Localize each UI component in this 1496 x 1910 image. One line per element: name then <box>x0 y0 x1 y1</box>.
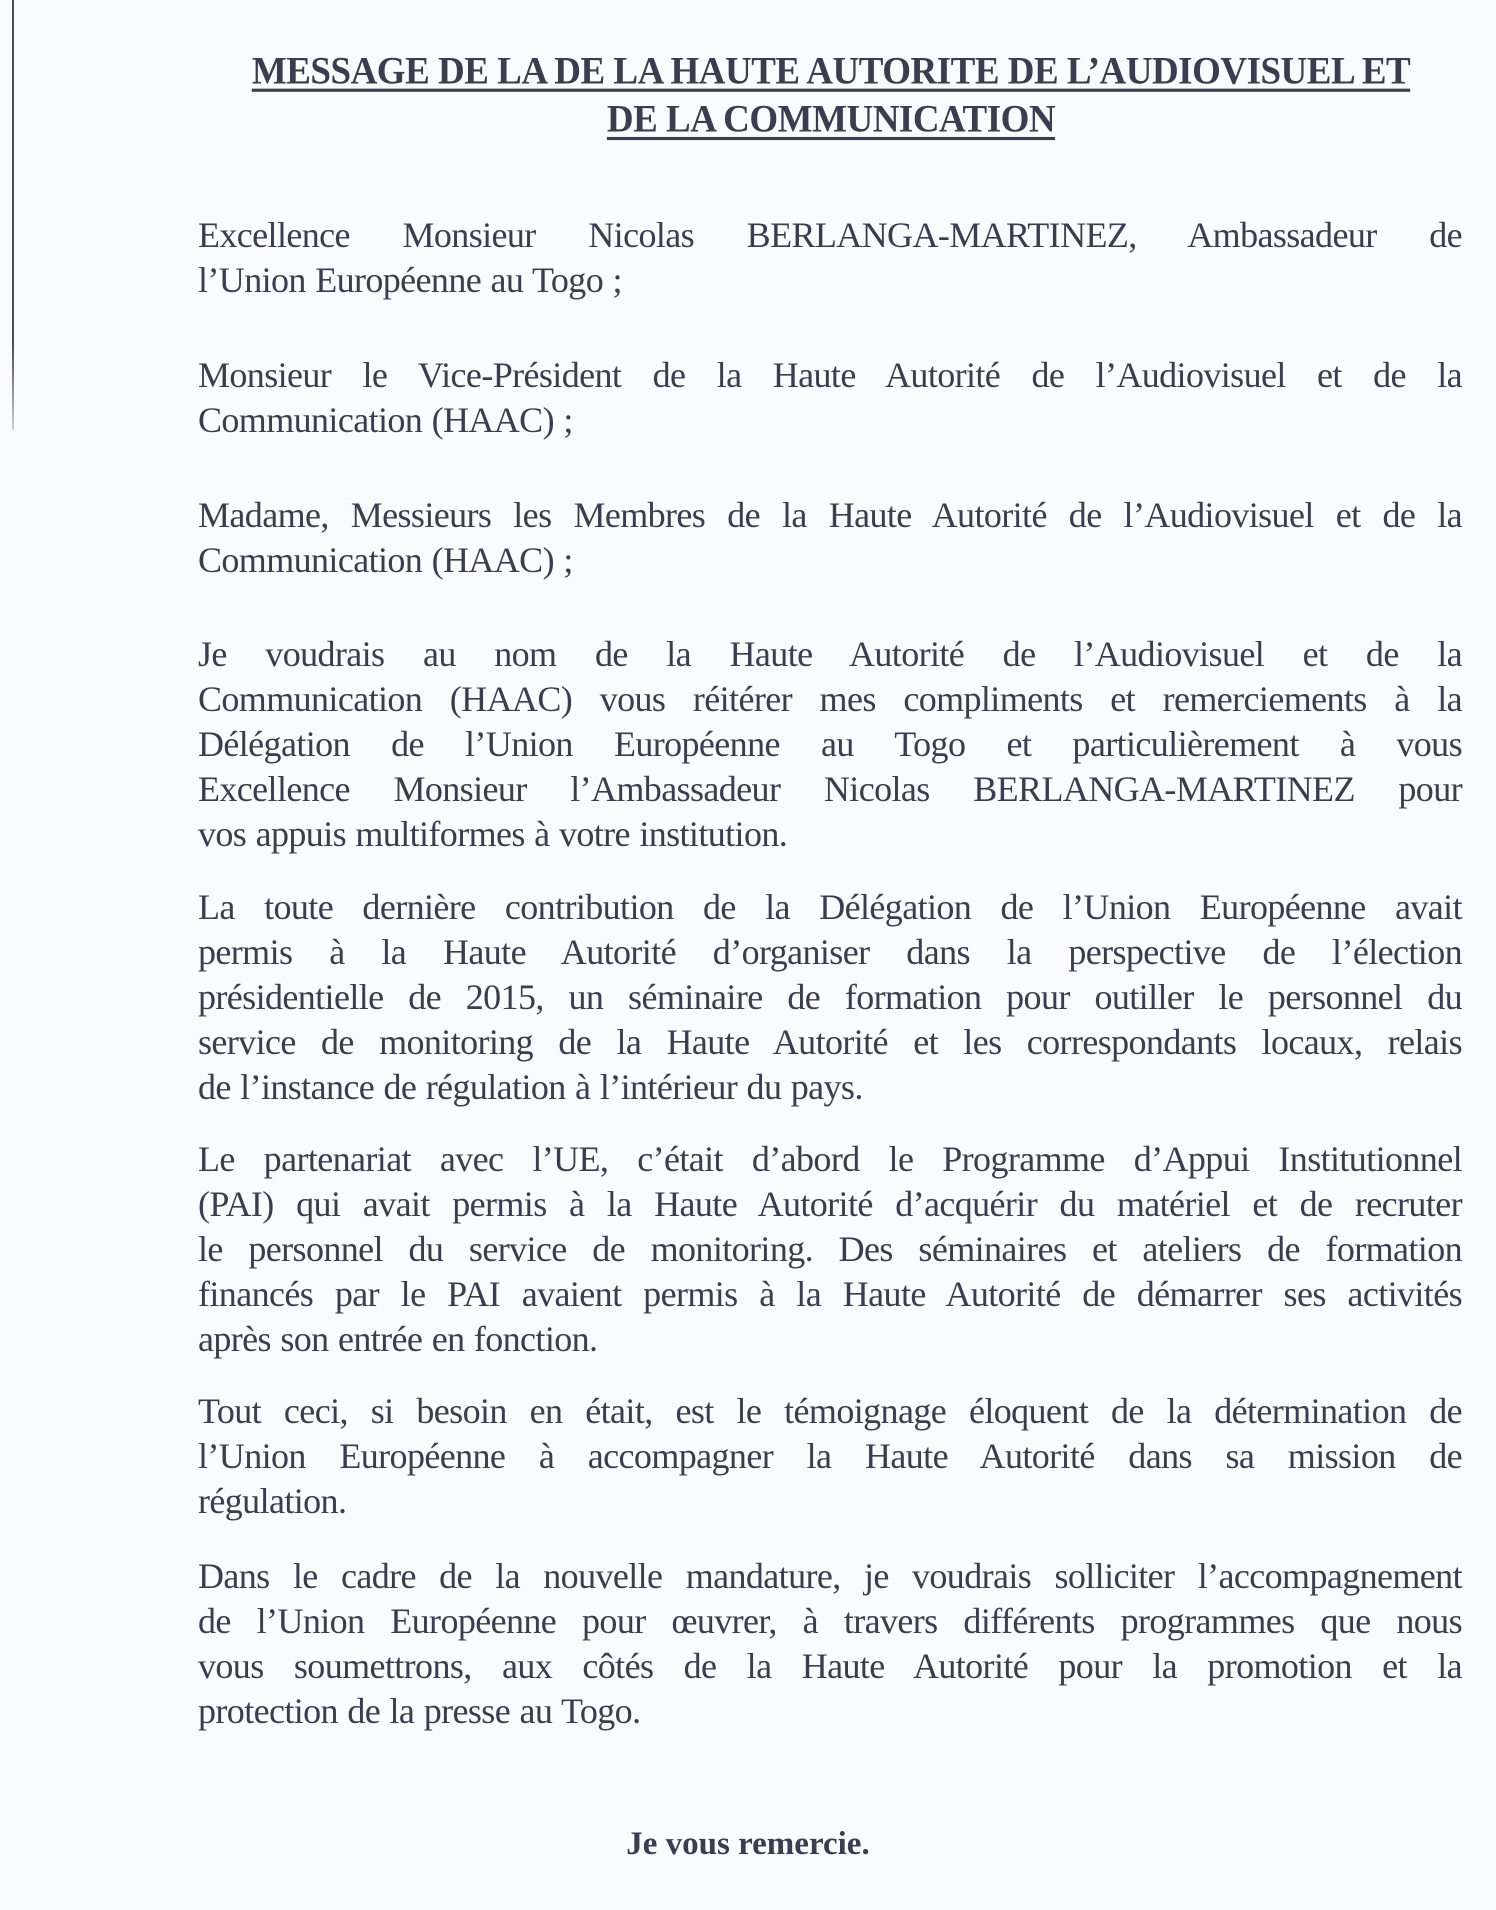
paragraph-2 <box>198 353 1462 443</box>
paragraph-line: régulation. <box>198 1481 347 1521</box>
paragraph-4 <box>198 632 1462 857</box>
paragraph-7 <box>198 1389 1462 1524</box>
paragraph-line: La toute dernière contribution de la Délégation de l’Union Européenne avait <box>198 887 1462 927</box>
paragraph-line: service de monitoring de la Haute Autorité et les correspondants locaux, relais <box>198 1022 1462 1062</box>
title-line-2: DE LA COMMUNICATION <box>606 98 1056 142</box>
paragraph-line: Excellence Monsieur Nicolas BERLANGA-MARTINEZ, Ambassadeur de <box>198 215 1462 255</box>
paragraph-line: Madame, Messieurs les Membres de la Haute Autorité de l’Audiovisuel et de la <box>198 495 1462 535</box>
document-title <box>198 48 1464 145</box>
paragraph-line: Je voudrais au nom de la Haute Autorité de l’Audiovisuel et de la <box>198 634 1462 674</box>
title-line-1: MESSAGE DE LA DE LA HAUTE AUTORITE DE L’AUDIOVISUEL ET <box>251 49 1411 93</box>
paragraph-line: Excellence Monsieur l’Ambassadeur Nicolas BERLANGA-MARTINEZ pour <box>198 769 1462 809</box>
paragraph-line: permis à la Haute Autorité d’organiser dans la perspective de l’élection <box>198 932 1462 972</box>
paragraph-1 <box>198 213 1462 303</box>
paragraph-line: présidentielle de 2015, un séminaire de formation pour outiller le personnel du <box>198 977 1462 1017</box>
paragraph-line: Tout ceci, si besoin en était, est le témoignage éloquent de la détermination de <box>198 1391 1462 1431</box>
paragraph-line: Communication (HAAC) vous réitérer mes compliments et remerciements à la <box>198 679 1462 719</box>
paragraph-line: Monsieur le Vice-Président de la Haute Autorité de l’Audiovisuel et de la <box>198 355 1462 395</box>
paragraph-line: Le partenariat avec l’UE, c’était d’abord le Programme d’Appui Institutionnel <box>198 1139 1462 1179</box>
paragraph-line: Dans le cadre de la nouvelle mandature, je voudrais solliciter l’accompagnement <box>198 1556 1462 1596</box>
scan-edge-line <box>12 0 14 430</box>
paragraph-line: vous soumettrons, aux côtés de la Haute Autorité pour la promotion et la <box>198 1646 1462 1686</box>
paragraph-5 <box>198 885 1462 1110</box>
paragraph-line: Communication (HAAC) ; <box>198 540 573 580</box>
paragraph-3 <box>198 493 1462 583</box>
paragraph-line: l’Union Européenne à accompagner la Haute Autorité dans sa mission de <box>198 1436 1462 1476</box>
paragraph-line: après son entrée en fonction. <box>198 1319 598 1359</box>
paragraph-line: Communication (HAAC) ; <box>198 400 573 440</box>
paragraph-line: (PAI) qui avait permis à la Haute Autorité d’acquérir du matériel et de recruter <box>198 1184 1462 1224</box>
paragraph-6 <box>198 1137 1462 1362</box>
paragraph-line: protection de la presse au Togo. <box>198 1691 641 1731</box>
paragraph-line: le personnel du service de monitoring. Des séminaires et ateliers de formation <box>198 1229 1462 1269</box>
closing-remark: Je vous remercie. <box>626 1826 870 1862</box>
paragraph-line: vos appuis multiformes à votre institution. <box>198 814 788 854</box>
paragraph-8 <box>198 1554 1462 1734</box>
paragraph-line: Délégation de l’Union Européenne au Togo et particulièrement à vous <box>198 724 1462 764</box>
paragraph-line: de l’instance de régulation à l’intérieur du pays. <box>198 1067 863 1107</box>
paragraph-line: l’Union Européenne au Togo ; <box>198 260 622 300</box>
paragraph-line: de l’Union Européenne pour œuvrer, à travers différents programmes que nous <box>198 1601 1462 1641</box>
paragraph-line: financés par le PAI avaient permis à la Haute Autorité de démarrer ses activités <box>198 1274 1462 1314</box>
